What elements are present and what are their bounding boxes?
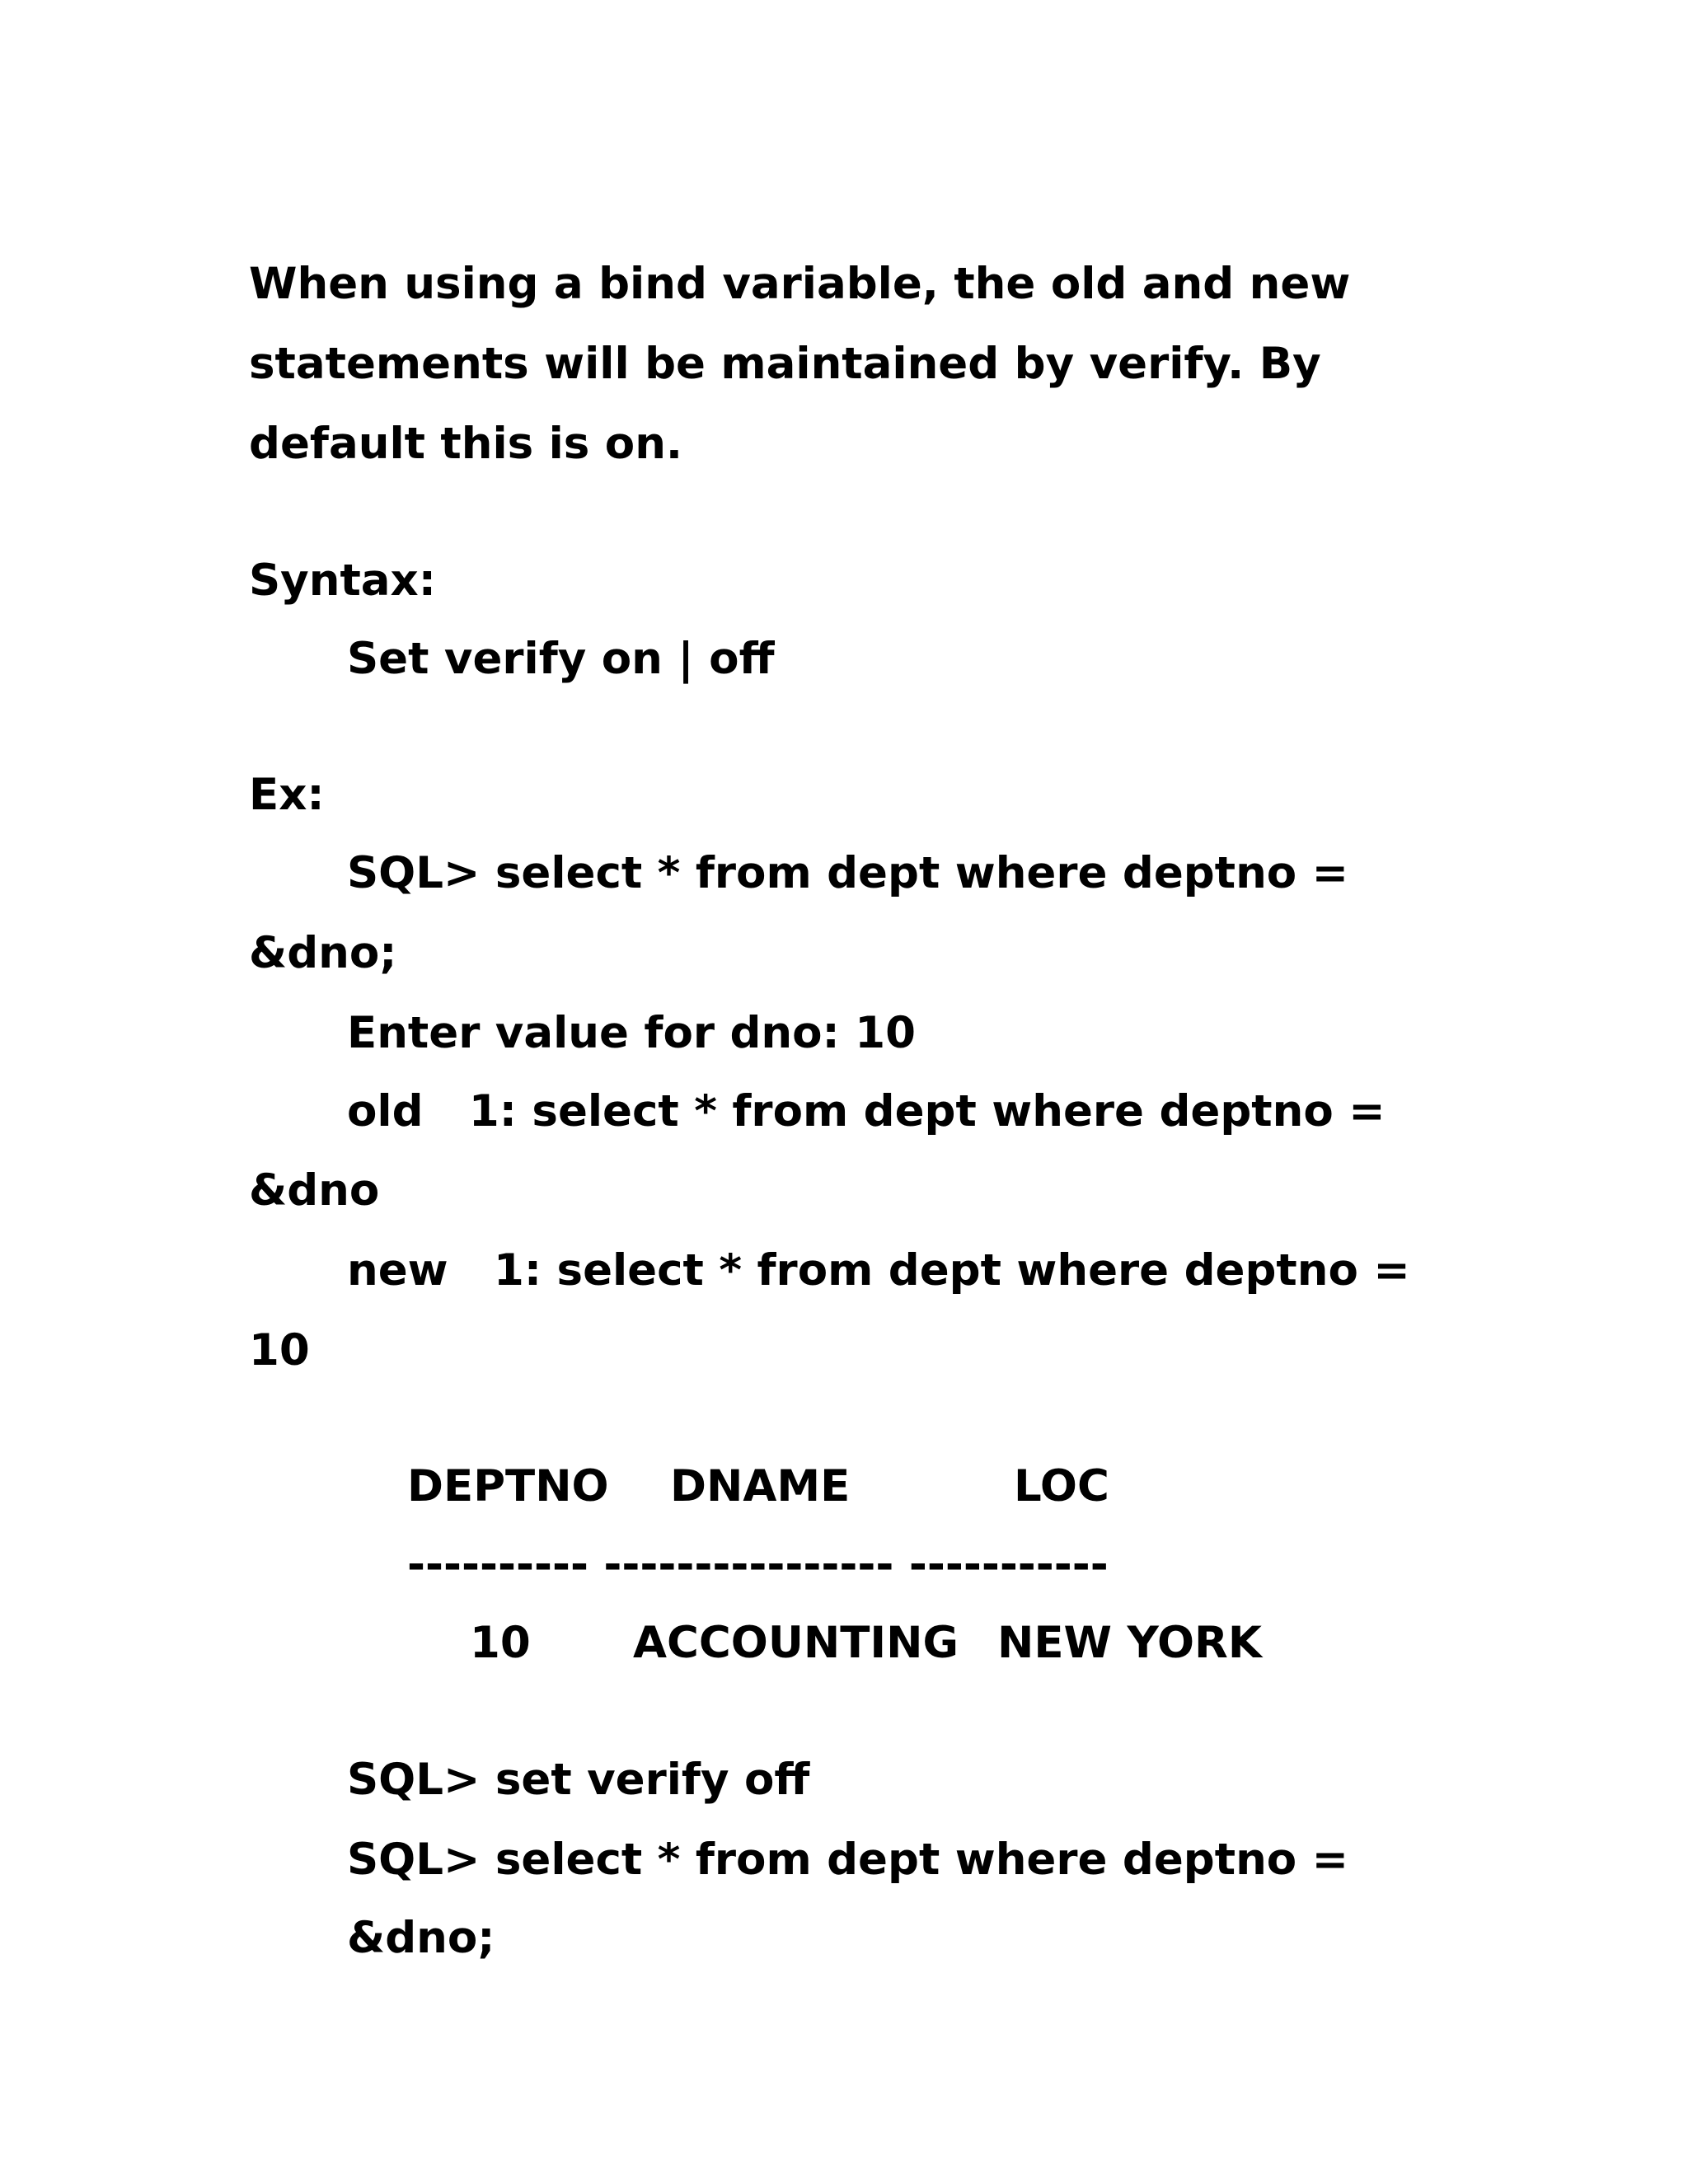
example-prompt: Enter value for dno: 10 bbox=[347, 1008, 916, 1058]
example-new-line-1: new 1: select * from dept where deptno = bbox=[347, 1245, 1410, 1296]
table-header-deptno: DEPTNO bbox=[407, 1461, 609, 1511]
table-cell-loc: NEW YORK bbox=[997, 1618, 1262, 1668]
intro-text-line-2: statements will be maintained by verify. By bbox=[249, 339, 1321, 389]
example-query-line-1: SQL> select * from dept where deptno = bbox=[347, 848, 1349, 898]
table-header-loc: LOC bbox=[1014, 1461, 1109, 1511]
example-query-line-2: &dno; bbox=[249, 928, 397, 978]
syntax-command: Set verify on | off bbox=[347, 634, 775, 684]
table-cell-deptno: 10 bbox=[470, 1618, 531, 1668]
example-new-line-2: 10 bbox=[249, 1325, 310, 1376]
example-query2-line-2: &dno; bbox=[347, 1913, 495, 1963]
syntax-heading: Syntax: bbox=[249, 555, 436, 606]
table-header-dname: DNAME bbox=[670, 1461, 851, 1511]
table-separator: ---------- ---------------- ----------- bbox=[407, 1540, 1109, 1590]
example-query2-line-1: SQL> select * from dept where deptno = bbox=[347, 1835, 1349, 1885]
example-old-line-1: old 1: select * from dept where deptno = bbox=[347, 1086, 1386, 1137]
intro-text-line-3: default this is on. bbox=[249, 419, 683, 469]
example-old-line-2: &dno bbox=[249, 1165, 380, 1216]
table-cell-dname: ACCOUNTING bbox=[633, 1618, 959, 1668]
example-heading: Ex: bbox=[249, 770, 325, 820]
intro-text-line-1: When using a bind variable, the old and new bbox=[249, 259, 1351, 309]
example-set-verify-off: SQL> set verify off bbox=[347, 1755, 810, 1805]
